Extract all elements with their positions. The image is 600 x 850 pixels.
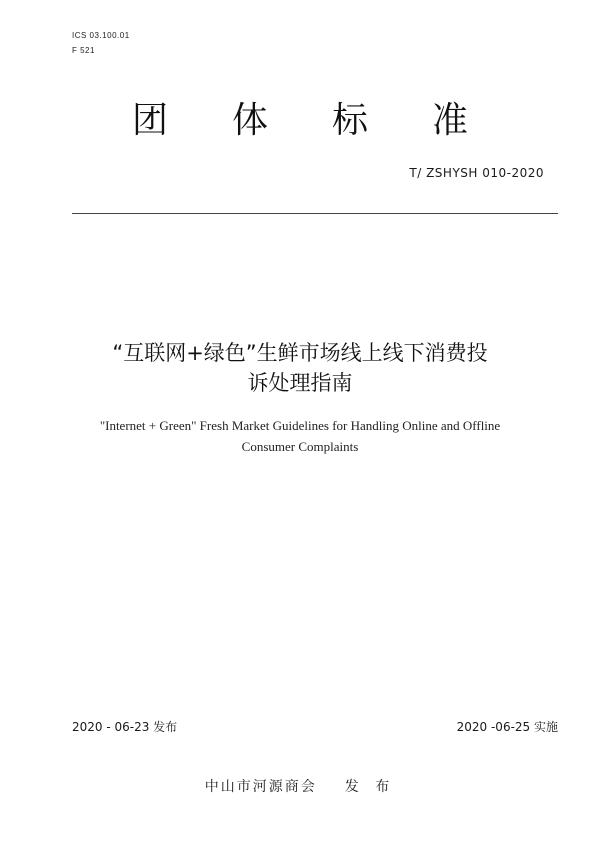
- standard-type-char: 标: [331, 100, 368, 141]
- publisher-line: [0, 776, 600, 796]
- title-cn-line2: 诉处理指南: [247, 371, 353, 395]
- title-en-line1: "Internet + Green" Fresh Market Guidelines for Handling Online and Offline: [99, 418, 501, 433]
- ccs-code: F 521: [72, 46, 95, 55]
- standard-type-title: [0, 92, 600, 143]
- standard-type-char: 准: [431, 100, 468, 141]
- implement-date: 2020 -06-25 实施: [456, 720, 558, 734]
- standard-type-char: 团: [131, 100, 168, 141]
- ics-code: ICS 03.100.01: [72, 31, 130, 40]
- standard-code: T/ ZSHYSH 010-2020: [409, 166, 544, 180]
- publish-action: 发 布: [344, 779, 396, 795]
- title-en-line2: Consumer Complaints: [241, 439, 359, 454]
- issue-date: 2020 - 06-23 发布: [72, 720, 178, 734]
- publisher-name: 中山市河源商会: [204, 779, 317, 795]
- title-cn-line1: “互联网+绿色”生鲜市场线上线下消费投: [112, 341, 488, 365]
- standard-type-char: 体: [231, 100, 268, 141]
- header-divider: [72, 213, 558, 214]
